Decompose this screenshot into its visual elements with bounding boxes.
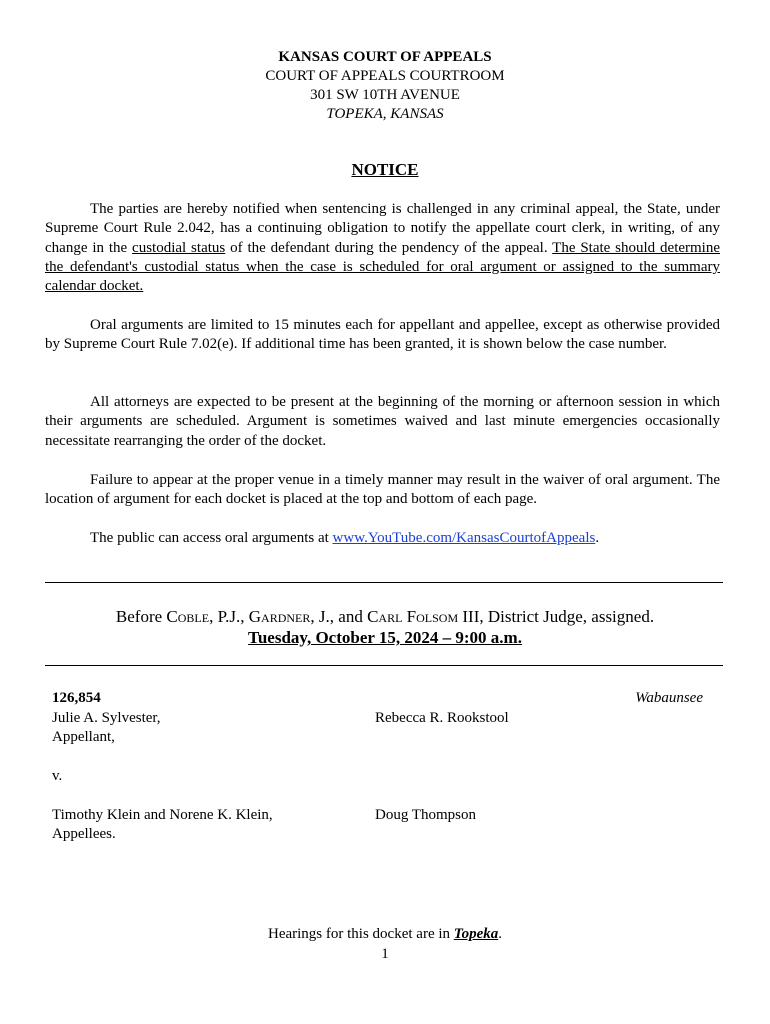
case-number: 126,854 [52,690,101,706]
p5-text-a: The public can access oral arguments at [90,530,333,546]
hearing-location-note [0,926,770,943]
notice-paragraph-public-access [45,529,720,548]
p1-text-b: of the defendant during the pendency of the appeal. [225,239,553,256]
p5-text-b: . [595,530,600,546]
case-county: Wabaunsee [635,690,703,706]
appellant-counsel: Rebecca R. Rookstool [375,710,509,726]
notice-paragraph-custodial [45,200,720,296]
courtroom-name: COURT OF APPEALS COURTROOM [265,68,505,84]
footer-text-b: . [498,926,502,942]
notice-title: NOTICE [351,160,419,179]
youtube-link[interactable]: www.YouTube.com/KansasCourtofAppeals [332,530,596,546]
judge-3: Carl Folsom [367,607,459,626]
judge-2: Gardner [248,607,311,626]
divider-bottom [45,665,723,666]
judge-2-suffix: , J., and [310,607,368,626]
court-address: 301 SW 10TH AVENUE [310,87,460,103]
appellees-names: Timothy Klein and Norene K. Klein, [52,807,273,823]
versus-text: v. [52,768,63,784]
court-name: KANSAS COURT OF APPEALS [278,49,492,65]
court-city: TOPEKA, KANSAS [326,106,444,122]
notice-paragraph-venue: Failure to appear at the proper venue in a timely manner may result in the waiver of oral argument. The location of argument for each docket is placed at the top and bottom of each page. [45,472,720,508]
judge-1-suffix: , P.J., [209,607,249,626]
footer-text-a: Hearings for this docket are in [268,926,454,942]
hearing-location: Topeka [453,926,499,942]
appellees-role: Appellees. [52,826,116,842]
p1-custodial-status: custodial status [132,239,226,256]
docket-date: Tuesday, October 15, 2024 – 9:00 a.m. [248,628,522,647]
notice-paragraph-time-limits: Oral arguments are limited to 15 minutes each for appellant and appellee, except as otherwise provided by Supreme Court Rule 7.02(e). If additional time has been granted, it is shown below the case number. [45,317,720,353]
before-text: Before [115,607,167,626]
notice-paragraph-attendance: All attorneys are expected to be present at the beginning of the morning or afternoon session in which their arguments are scheduled. Argument is sometimes waived and last minute emergencies occasionally necessitate rearranging the order of the docket. [45,394,720,449]
appellees-counsel: Doug Thompson [375,807,476,823]
judge-1: Coble [166,607,210,626]
page-number: 1 [381,946,389,962]
p1-state-instruction: The State should determine the defendant's custodial status when the case is scheduled for oral argument or assigned to the summary calendar docket. [45,239,721,295]
divider-top [45,582,723,583]
panel-judges [0,607,770,627]
appellant-name: Julie A. Sylvester, [52,710,161,726]
appellant-role: Appellant, [52,729,115,745]
judge-3-suffix: III, District Judge, assigned. [458,607,655,626]
p1-text-a: The parties are hereby notified when sentencing is challenged in any criminal appeal, the State, under Supreme Court Rule 2.042, has a continuing obligation to notify the appellate court clerk, in writing, of any change in the [45,201,720,256]
